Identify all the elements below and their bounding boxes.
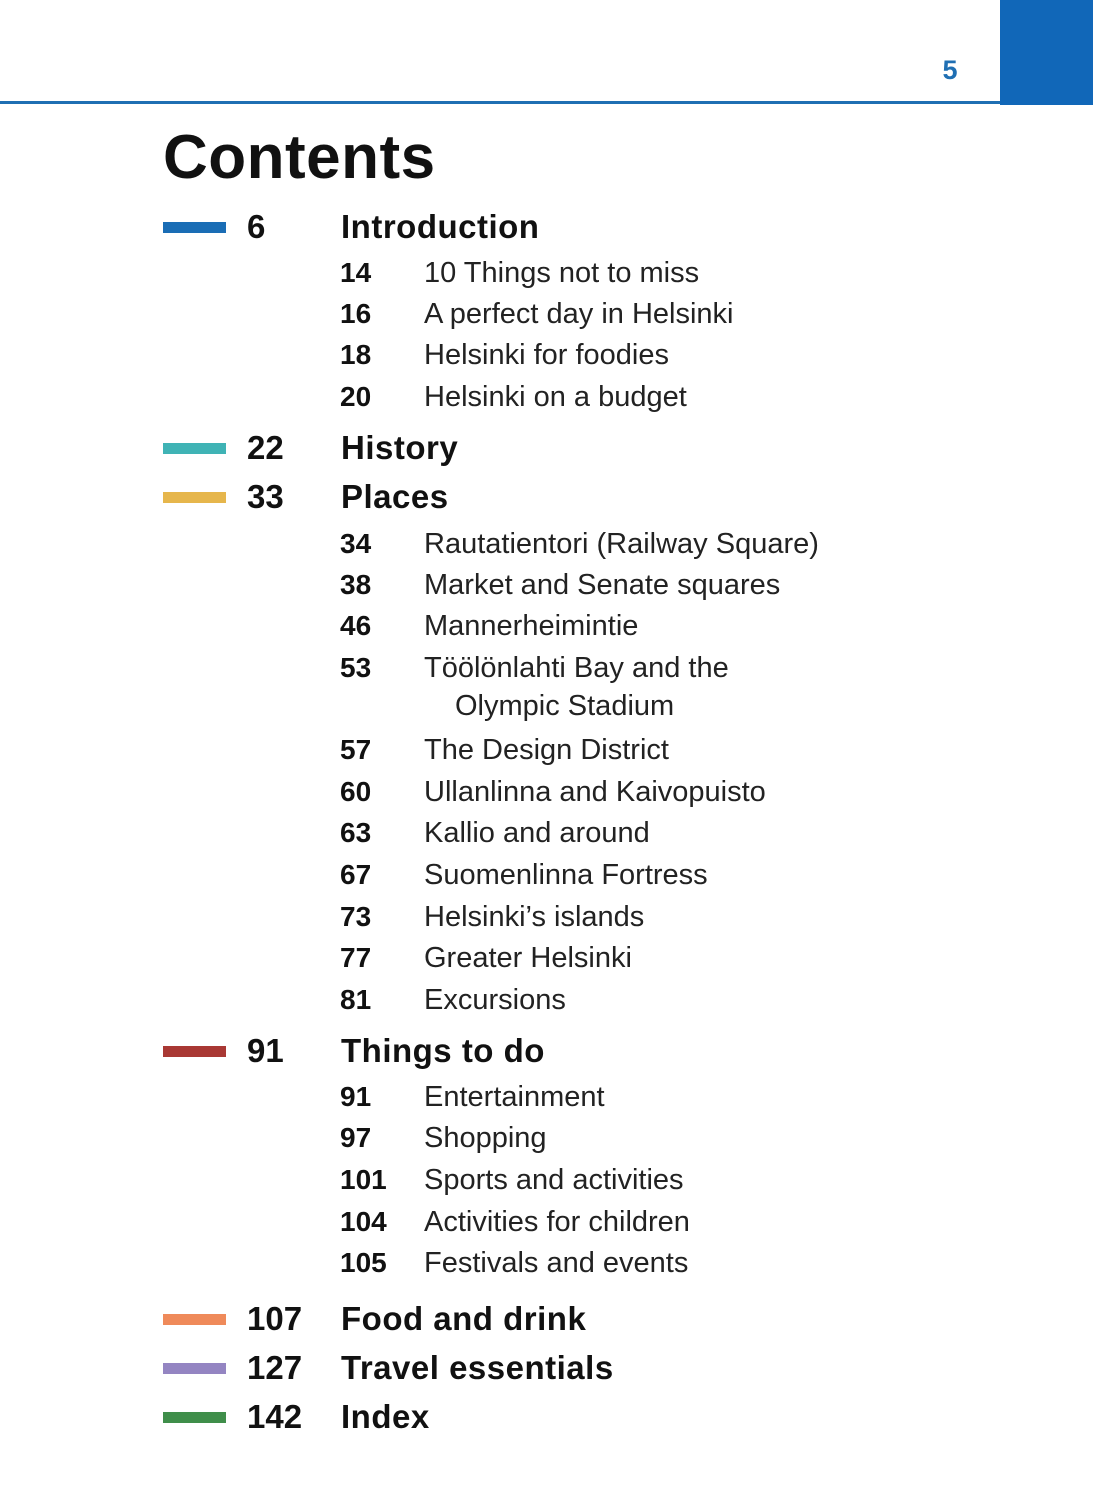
toc-entry xyxy=(0,293,1000,335)
entry-title: Greater Helsinki xyxy=(424,942,632,974)
entry-title: Entertainment xyxy=(424,1081,605,1113)
toc-entry xyxy=(0,1201,1000,1243)
toc-entry xyxy=(0,979,1000,1021)
toc-entry xyxy=(0,1076,1000,1118)
toc-section xyxy=(0,475,1000,519)
entry-title: The Design District xyxy=(424,734,669,766)
entry-page-number: 77 xyxy=(340,942,372,973)
page-number: 5 xyxy=(942,55,958,85)
section-page-number: 6 xyxy=(247,208,266,245)
section-title: Index xyxy=(341,1398,430,1435)
toc-entry xyxy=(0,729,1000,771)
toc-section xyxy=(0,1297,1000,1341)
entry-page-number: 38 xyxy=(340,569,372,600)
section-color-bar xyxy=(163,1412,226,1423)
toc-entry xyxy=(0,564,1000,606)
section-title: Places xyxy=(341,478,449,515)
entry-title: Ullanlinna and Kaivopuisto xyxy=(424,776,766,808)
section-title: Travel essentials xyxy=(341,1349,614,1386)
entry-title: Töölönlahti Bay and the xyxy=(424,652,729,684)
toc-entry xyxy=(0,771,1000,813)
toc-entry xyxy=(0,605,1000,647)
entry-page-number: 91 xyxy=(340,1081,372,1112)
section-color-bar xyxy=(163,1314,226,1325)
toc-entry xyxy=(0,937,1000,979)
section-page-number: 107 xyxy=(247,1300,303,1337)
entry-title: Kallio and around xyxy=(424,817,650,849)
entry-page-number: 104 xyxy=(340,1206,387,1237)
toc-section xyxy=(0,1346,1000,1390)
entry-title: Helsinki on a budget xyxy=(424,381,687,413)
entry-title: Helsinki for foodies xyxy=(424,339,669,371)
toc-section xyxy=(0,205,1000,249)
section-color-bar xyxy=(163,222,226,233)
toc-entry xyxy=(0,252,1000,294)
entry-page-number: 73 xyxy=(340,901,372,932)
toc-section xyxy=(0,1395,1000,1439)
entry-page-number: 16 xyxy=(340,298,372,329)
entry-title: Festivals and events xyxy=(424,1247,689,1279)
section-page-number: 33 xyxy=(247,478,284,515)
section-page-number: 22 xyxy=(247,429,284,466)
section-title: Things to do xyxy=(341,1032,545,1069)
entry-page-number: 46 xyxy=(340,610,372,641)
entry-title: Suomenlinna Fortress xyxy=(424,859,708,891)
toc-entry xyxy=(0,812,1000,854)
entry-page-number: 67 xyxy=(340,859,372,890)
entry-title: Excursions xyxy=(424,984,566,1016)
section-page-number: 91 xyxy=(247,1032,284,1069)
toc-entry xyxy=(0,896,1000,938)
section-color-bar xyxy=(163,1046,226,1057)
toc-section xyxy=(0,1029,1000,1073)
section-color-bar xyxy=(163,1363,226,1374)
toc-entry xyxy=(0,647,1000,722)
section-color-bar xyxy=(163,443,226,454)
section-title: History xyxy=(341,429,459,466)
entry-title: Rautatientori (Railway Square) xyxy=(424,528,819,560)
entry-page-number: 105 xyxy=(340,1247,387,1278)
section-color-bar xyxy=(163,492,226,503)
entry-title: Shopping xyxy=(424,1122,547,1154)
toc-entry xyxy=(0,376,1000,418)
entry-title: 10 Things not to miss xyxy=(424,257,700,289)
entry-title: A perfect day in Helsinki xyxy=(424,298,734,330)
entry-page-number: 63 xyxy=(340,817,372,848)
entry-title: Market and Senate squares xyxy=(424,569,781,601)
entry-page-number: 57 xyxy=(340,734,372,765)
entry-page-number: 53 xyxy=(340,652,372,683)
section-title: Food and drink xyxy=(341,1300,587,1337)
toc-entry xyxy=(0,1117,1000,1159)
toc-entry xyxy=(0,1159,1000,1201)
section-page-number: 142 xyxy=(247,1398,303,1435)
toc-entry xyxy=(0,334,1000,376)
entry-page-number: 14 xyxy=(340,257,372,288)
toc-entry xyxy=(0,854,1000,896)
toc-section xyxy=(0,426,1000,470)
entry-title: Mannerheimintie xyxy=(424,610,639,642)
entry-title: Activities for children xyxy=(424,1206,690,1238)
entry-page-number: 20 xyxy=(340,381,372,412)
entry-title-continuation: Olympic Stadium xyxy=(455,690,675,722)
section-title: Introduction xyxy=(341,208,540,245)
entry-page-number: 101 xyxy=(340,1164,387,1195)
page-title: Contents xyxy=(163,123,436,192)
entry-title: Sports and activities xyxy=(424,1164,684,1196)
toc-entry xyxy=(0,523,1000,565)
entry-title: Helsinki’s islands xyxy=(424,901,645,933)
entry-page-number: 18 xyxy=(340,339,372,370)
entry-page-number: 34 xyxy=(340,528,372,559)
entry-page-number: 81 xyxy=(340,984,372,1015)
entry-page-number: 60 xyxy=(340,776,372,807)
section-page-number: 127 xyxy=(247,1349,303,1386)
entry-page-number: 97 xyxy=(340,1122,372,1153)
toc-entry xyxy=(0,1242,1000,1284)
